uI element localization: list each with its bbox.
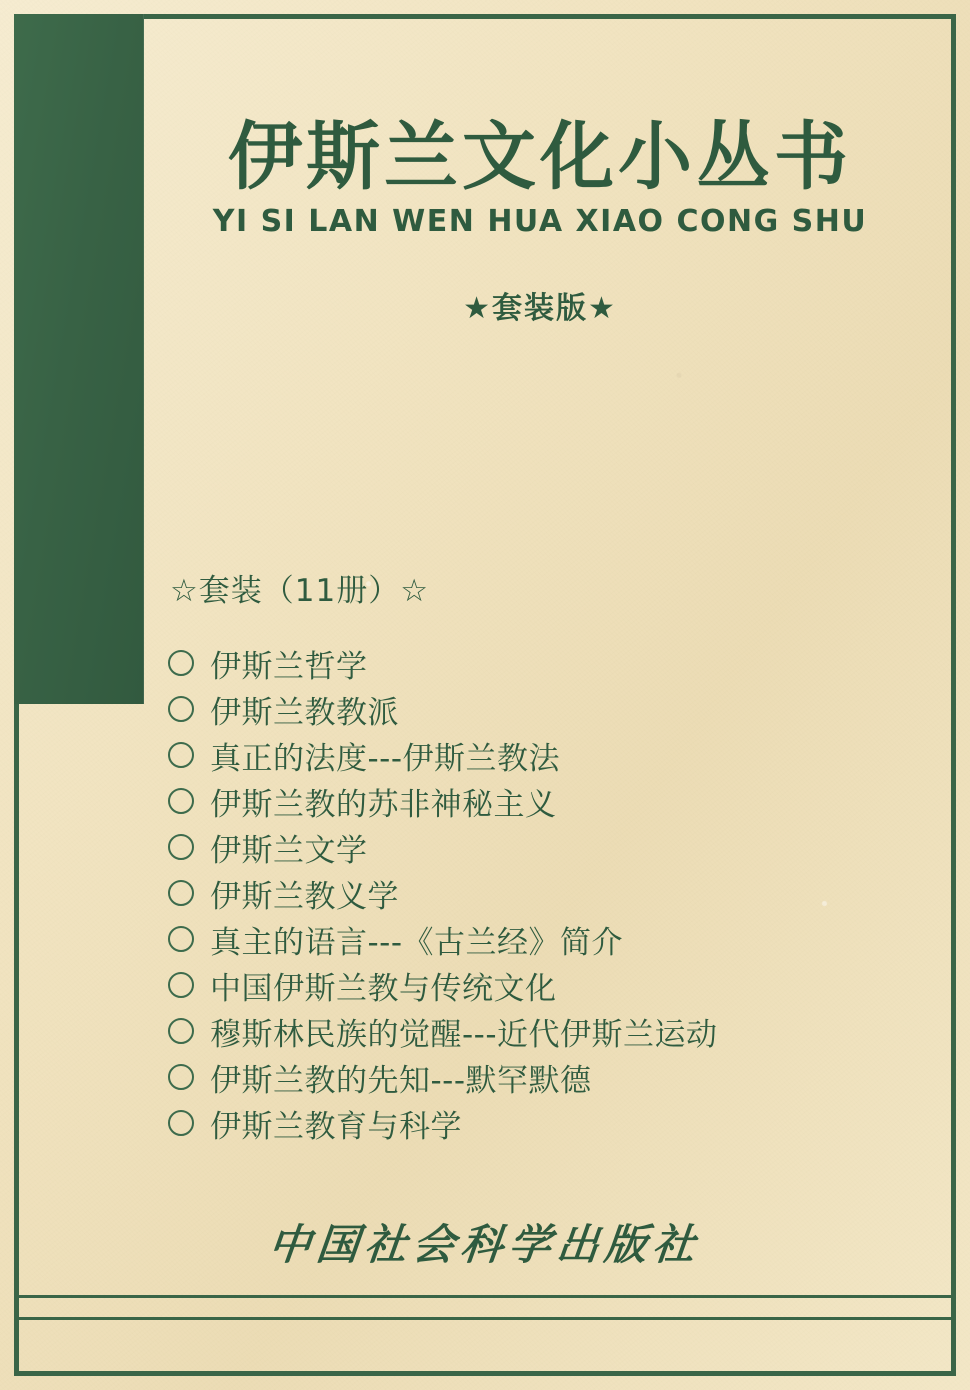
list-item <box>168 732 930 778</box>
circle-bullet-icon <box>168 1064 194 1090</box>
circle-bullet-icon <box>168 1018 194 1044</box>
book-title: 穆斯林民族的觉醒---近代伊斯兰运动 <box>210 1016 718 1053</box>
publisher-name: 中国社会科学出版社 <box>266 1220 704 1269</box>
cover-frame-top <box>14 14 956 19</box>
bottom-rule-upper <box>19 1295 951 1298</box>
list-item <box>168 640 930 686</box>
bottom-rule-lower <box>19 1317 951 1320</box>
circle-bullet-icon <box>168 926 194 952</box>
book-title: 伊斯兰教教派 <box>210 694 399 731</box>
book-title: 真主的语言---《古兰经》简介 <box>210 924 624 961</box>
book-title: 伊斯兰文学 <box>210 832 368 869</box>
list-item <box>168 824 930 870</box>
circle-bullet-icon <box>168 650 194 676</box>
list-item <box>168 686 930 732</box>
cover-frame-left-lower <box>14 704 19 1376</box>
circle-bullet-icon <box>168 880 194 906</box>
list-item <box>168 1054 930 1100</box>
list-item <box>168 778 930 824</box>
list-item <box>168 1100 930 1146</box>
set-heading: ☆套装（11册）☆ <box>170 573 430 609</box>
book-title: 中国伊斯兰教与传统文化 <box>210 970 557 1007</box>
circle-bullet-icon <box>168 788 194 814</box>
list-item <box>168 870 930 916</box>
list-item <box>168 962 930 1008</box>
book-title: 伊斯兰教义学 <box>210 878 399 915</box>
list-item <box>168 916 930 962</box>
book-title: 真正的法度---伊斯兰教法 <box>210 740 561 777</box>
book-title: 伊斯兰哲学 <box>210 648 368 685</box>
cover-frame-bottom <box>14 1371 956 1376</box>
list-item <box>168 1008 930 1054</box>
circle-bullet-icon <box>168 834 194 860</box>
title-block <box>150 114 930 327</box>
circle-bullet-icon <box>168 1110 194 1136</box>
circle-bullet-icon <box>168 696 194 722</box>
book-title: 伊斯兰教的苏非神秘主义 <box>210 786 557 823</box>
series-title-pinyin: YI SI LAN WEN HUA XIAO CONG SHU <box>212 204 868 239</box>
book-title: 伊斯兰教的先知---默罕默德 <box>210 1062 592 1099</box>
circle-bullet-icon <box>168 972 194 998</box>
series-title: 伊斯兰文化小丛书 <box>228 114 852 200</box>
edition-badge: ★套装版★ <box>463 291 617 326</box>
circle-bullet-icon <box>168 742 194 768</box>
book-title-list <box>168 640 930 1146</box>
spine-highlight <box>14 14 144 704</box>
cover-frame-right <box>951 14 956 1376</box>
book-title: 伊斯兰教育与科学 <box>210 1108 462 1145</box>
